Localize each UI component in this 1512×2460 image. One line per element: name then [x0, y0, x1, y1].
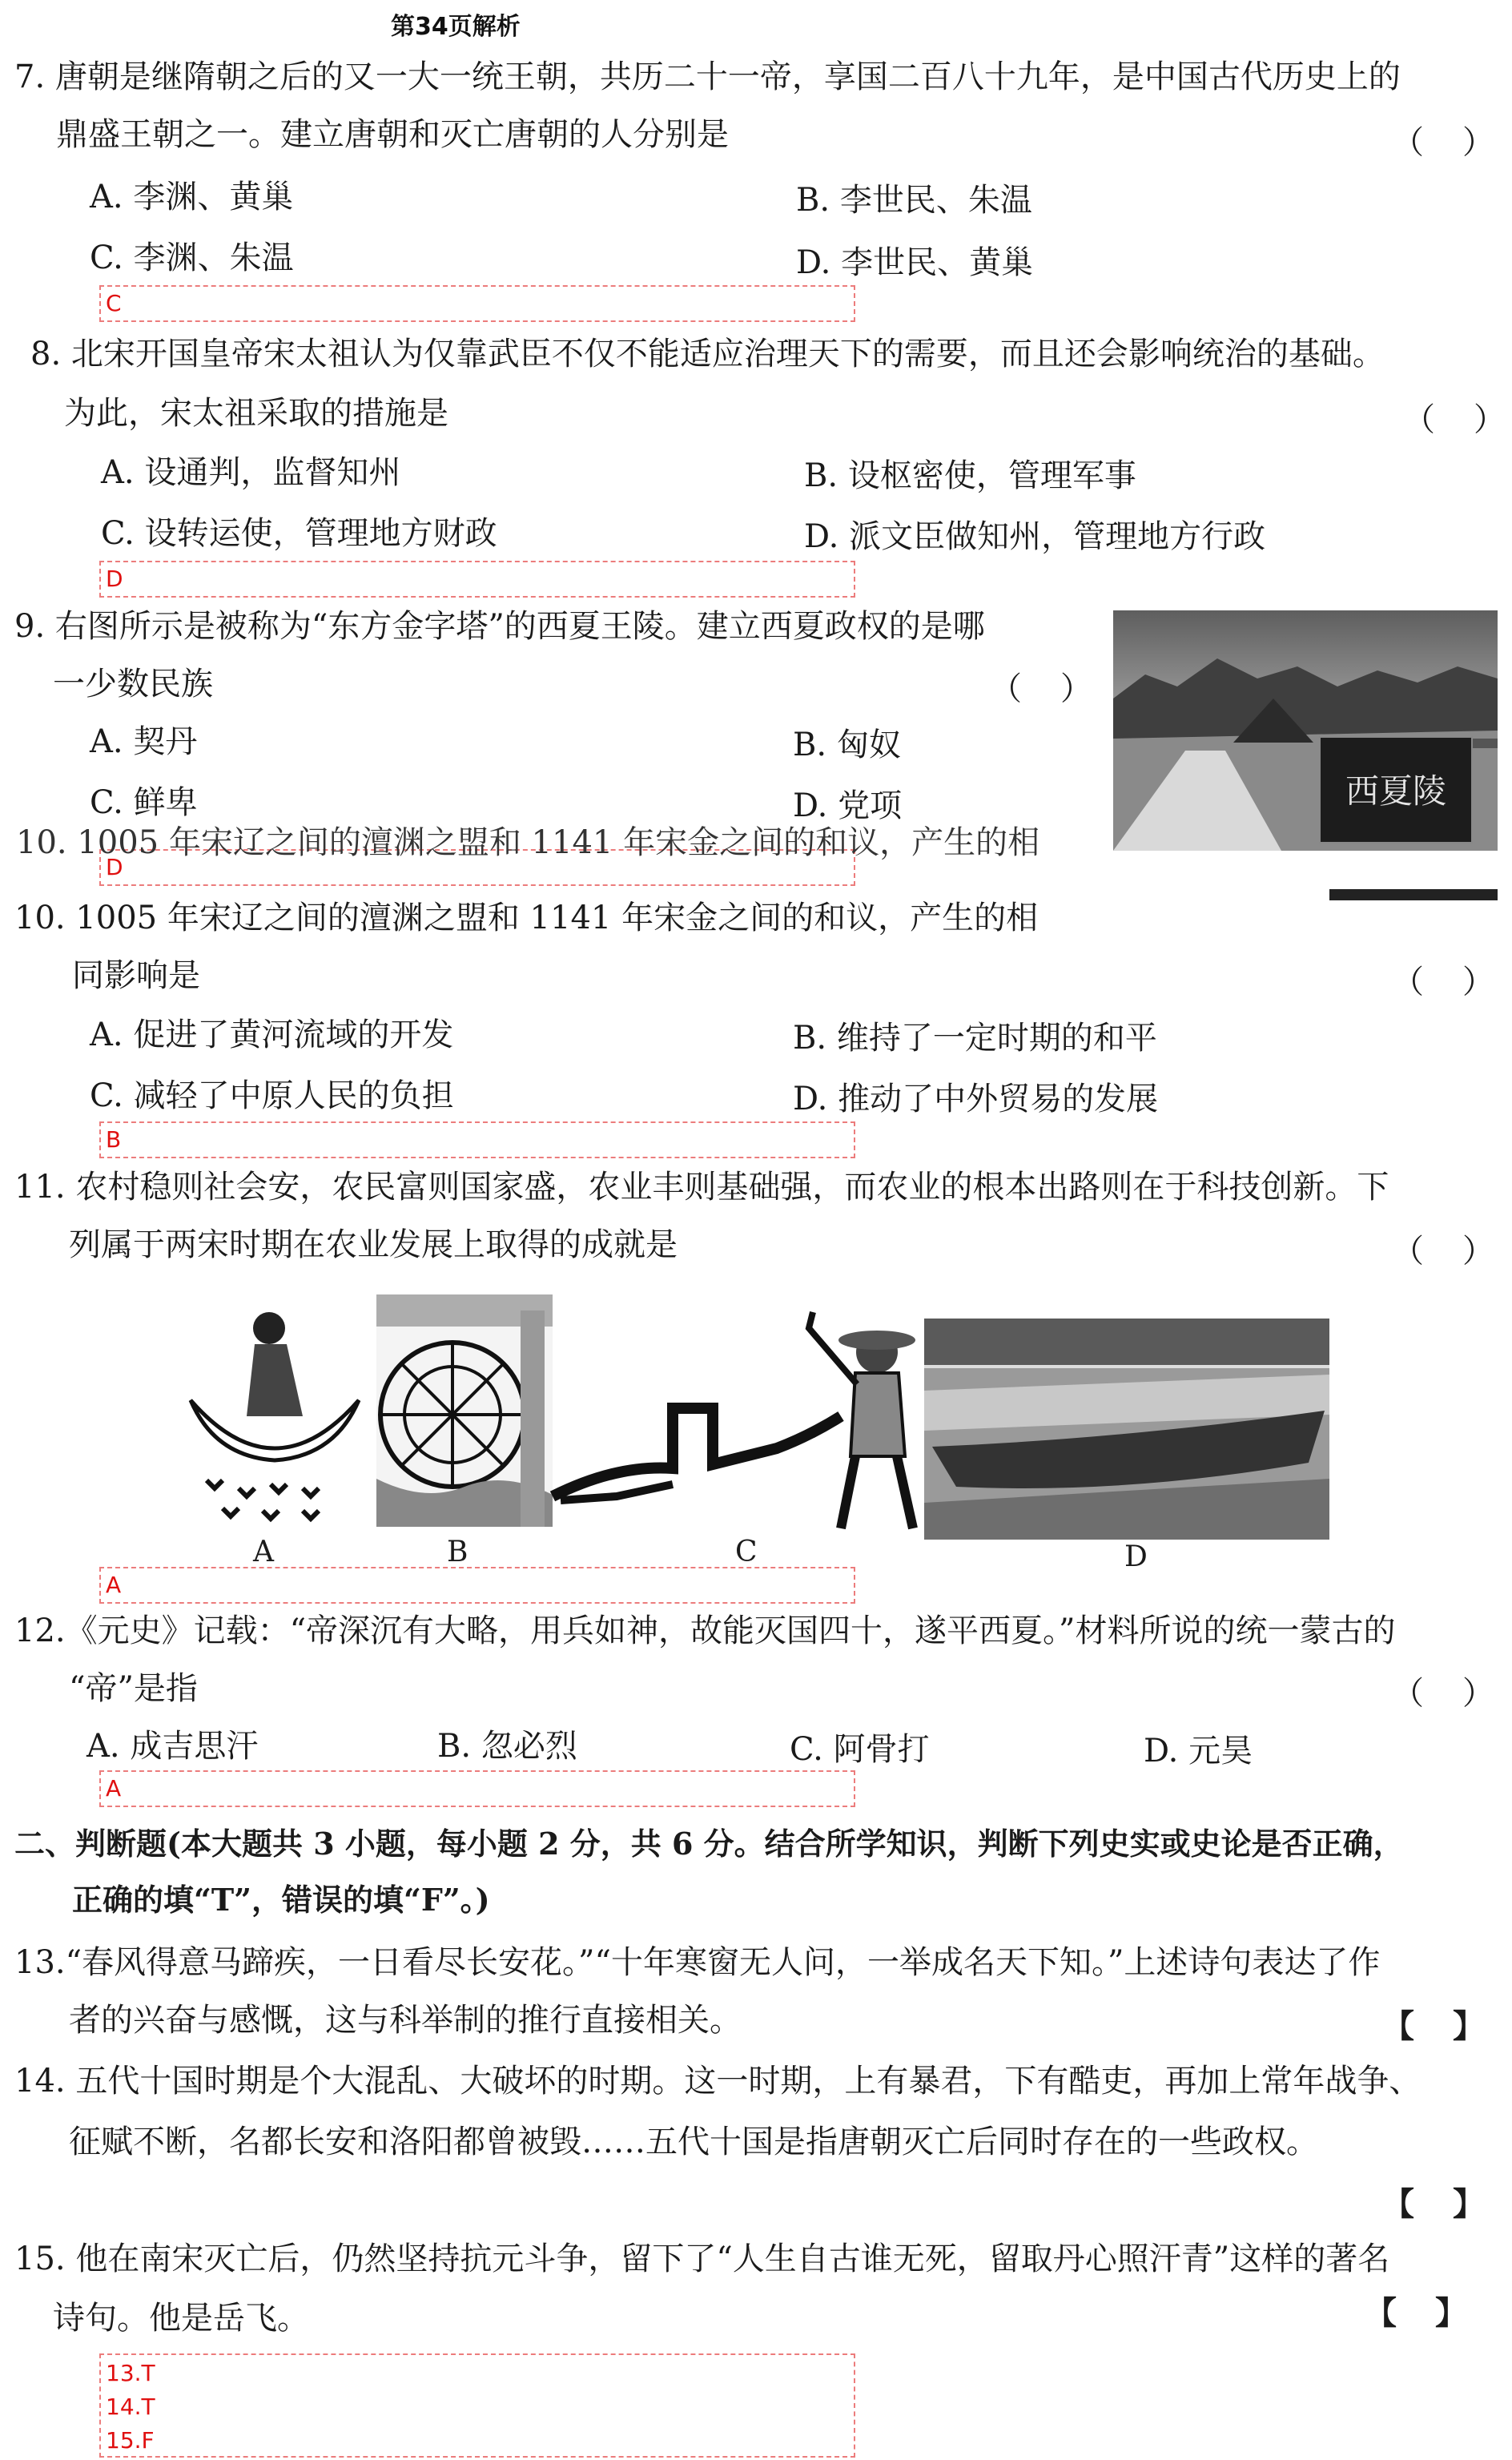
- question-10-option-b: B. 维持了一定时期的和平: [793, 1020, 1157, 1057]
- question-8-answer-paren: （ ）: [1403, 401, 1509, 438]
- question-10-cutoff-text: [16, 824, 1105, 861]
- question-9-stem-line1: 9. 右图所示是被称为“东方金字塔”的西夏王陵。建立西夏政权的是哪: [14, 608, 985, 645]
- question-12-stem-line2: “帝”是指: [69, 1670, 198, 1707]
- question-11-answer-paren: （ ）: [1392, 1233, 1498, 1270]
- question-12-option-a: A. 成吉思汗: [86, 1728, 259, 1765]
- question-12-answer-box: [99, 1770, 855, 1807]
- farmer-head: [253, 1312, 285, 1344]
- question-7-answer-paren: （ ）: [1392, 124, 1498, 161]
- ploughman-legs: [841, 1456, 913, 1528]
- section-judgment-line2: 正确的填“T”，错误的填“F”。): [72, 1882, 490, 1918]
- museum-ceiling: [924, 1319, 1329, 1367]
- question-10-stem-line2: 同影响是: [72, 957, 200, 994]
- question-14-stem-line2: 征赋不断，名都长安和洛阳都曾被毁……五代十国是指唐朝灭亡后同时存在的一些政权。: [69, 2124, 1318, 2160]
- answer-15: 15.F: [106, 2427, 155, 2454]
- illustration-b-water-wheel: [376, 1294, 553, 1527]
- question-8-option-d: D. 派文臣做知州，管理地方行政: [804, 518, 1266, 555]
- question-10-option-a: A. 促进了黄河流域的开发: [90, 1017, 454, 1053]
- question-10-stem-line1: 10. 1005 年宋辽之间的澶渊之盟和 1141 年宋金之间的和议，产生的相: [14, 900, 1039, 936]
- illustration-label-b: B: [447, 1536, 468, 1568]
- question-7-stem-line1: 7. 唐朝是继隋朝之后的又一大一统王朝，共历二十一帝，享国二百八十九年，是中国古代历史上的: [14, 58, 1401, 95]
- question-14-stem-line1: 14. 五代十国时期是个大混乱、大破坏的时期。这一时期，上有暴君，下有酷吏，再加上常年战争、: [14, 2063, 1422, 2100]
- question-15-stem-line1: 15. 他在南宋灭亡后，仍然坚持抗元斗争，留下了“人生自古谁无死，留取丹心照汗青”这样的著名: [14, 2241, 1390, 2277]
- question-8-answer: D: [106, 566, 123, 592]
- illustration-d-ship-museum: [924, 1319, 1329, 1540]
- question-12-option-c: C. 阿骨打: [790, 1731, 930, 1768]
- question-12-stem-line1: 12.《元史》记载：“帝深沉有大略，用兵如神，故能灭国四十，遂平西夏。”材料所说的统一蒙古的: [14, 1612, 1396, 1649]
- ploughman-arm: [809, 1312, 857, 1384]
- question-14-bracket: 【 】: [1382, 2185, 1488, 2223]
- question-7-answer-box: [99, 285, 855, 322]
- question-10-answer-paren: （ ）: [1392, 964, 1498, 1001]
- question-8-answer-box: [99, 561, 855, 598]
- question-11-stem-line1: 11. 农村稳则社会安，农民富则国家盛，农业丰则基础强，而农业的根本出路则在于科技创新。下: [14, 1169, 1389, 1206]
- page-title: 第34页解析: [391, 13, 521, 41]
- ploughman-hat: [838, 1331, 915, 1350]
- ploughman-body: [850, 1373, 905, 1456]
- stele-caption: 西夏陵: [1345, 771, 1447, 811]
- question-7-answer: C: [106, 290, 122, 316]
- question-15-bracket: 【 】: [1365, 2294, 1470, 2332]
- farmer-body: [247, 1344, 303, 1416]
- question-13-stem-line1: 13.“春风得意马蹄疾，一日看尽长安花。”“十年寒窗无人问，一举成名天下知。”上述诗句表达了作: [14, 1944, 1381, 1981]
- question-13-bracket: 【 】: [1382, 2007, 1488, 2045]
- question-10-answer-box: [99, 1121, 855, 1158]
- question-7-option-c: C. 李渊、朱温: [90, 240, 294, 276]
- illustration-c-curved-plough: [553, 1296, 921, 1536]
- answer-14: 14.T: [106, 2394, 155, 2420]
- question-8-option-c: C. 设转运使，管理地方财政: [101, 515, 497, 552]
- illustration-label-d: D: [1124, 1540, 1148, 1573]
- question-9-option-d: D. 党项: [793, 787, 903, 824]
- question-7-option-d: D. 李世民、黄巢: [796, 244, 1034, 281]
- question-11-answer: A: [106, 1572, 122, 1598]
- question-10-cutoff-line: 10. 1005 年宋辽之间的澶渊之盟和 1141 年宋金之间的和议，产生的相: [16, 824, 1040, 861]
- question-7-option-a: A. 李渊、黄巢: [90, 179, 294, 215]
- wheel-spokes: [380, 1343, 525, 1487]
- illustration-label-c: C: [735, 1536, 758, 1568]
- question-15-stem-line2: 诗句。他是岳飞。: [53, 2300, 309, 2337]
- question-9-stem-line2: 一少数民族: [53, 666, 213, 703]
- question-10-option-c: C. 减轻了中原人民的负担: [90, 1077, 454, 1114]
- question-11-answer-box: [99, 1567, 855, 1604]
- illustration-label-a: A: [253, 1536, 274, 1568]
- wheel-stream: [521, 1311, 545, 1527]
- question-12-answer: A: [106, 1775, 122, 1802]
- section-judgment-line1: 二、判断题(本大题共 3 小题，每小题 2 分，共 6 分。结合所学知识，判断下列史实或史论是否正确，: [14, 1826, 1404, 1862]
- question-12-answer-paren: （ ）: [1392, 1675, 1498, 1712]
- photo-bottom-strip: [1329, 889, 1498, 900]
- question-7-stem-line2: 鼎盛王朝之一。建立唐朝和灭亡唐朝的人分别是: [56, 116, 729, 153]
- question-9-option-c: C. 鲜卑: [90, 784, 198, 821]
- question-12-option-b: B. 忽必烈: [437, 1728, 577, 1765]
- answer-13: 13.T: [106, 2360, 155, 2386]
- xixia-mausoleum-photo: [1113, 610, 1498, 851]
- question-8-option-b: B. 设枢密使，管理军事: [804, 457, 1136, 494]
- question-8-stem-line2: 为此，宋太祖采取的措施是: [64, 395, 448, 432]
- illustration-a-seedling-horse: [183, 1296, 367, 1528]
- judgment-answers-box: [99, 2353, 855, 2458]
- question-8-stem-line1: 8. 北宋开国皇帝宋太祖认为仅靠武臣不仅不能适应治理天下的需要，而且还会影响统治的基础。: [30, 336, 1385, 372]
- question-13-stem-line2: 者的兴奋与感慨，这与科举制的推行直接相关。: [69, 2002, 742, 2039]
- rice-seedlings: [207, 1480, 319, 1519]
- question-10-answer: B: [106, 1126, 122, 1153]
- plough-frame: [553, 1408, 841, 1496]
- question-11-stem-line2: 列属于两宋时期在农业发展上取得的成就是: [69, 1226, 678, 1263]
- question-10-option-d: D. 推动了中外贸易的发展: [793, 1081, 1159, 1117]
- question-9-answer-paren: （ ）: [990, 670, 1096, 707]
- question-9-option-a: A. 契丹: [90, 723, 198, 760]
- question-7-option-b: B. 李世民、朱温: [796, 182, 1032, 219]
- question-9-answer: D: [106, 854, 123, 880]
- question-8-option-a: A. 设通判，监督知州: [101, 454, 401, 491]
- question-9-option-b: B. 匈奴: [793, 727, 901, 763]
- question-12-option-d: D. 元昊: [1144, 1733, 1253, 1770]
